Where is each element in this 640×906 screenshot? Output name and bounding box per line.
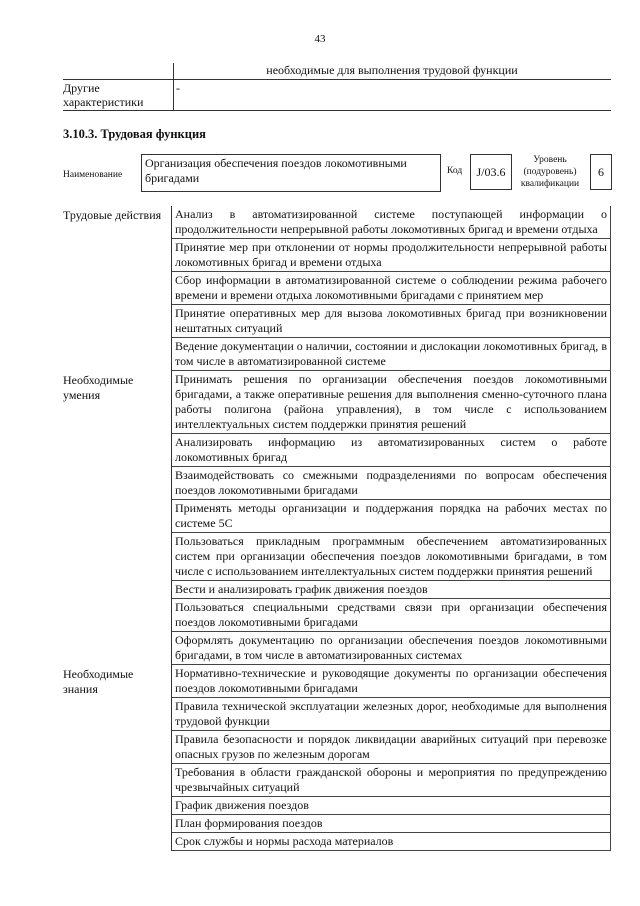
- list-item: Анализировать информацию из автоматизированных систем о работе локомотивных бригад: [172, 434, 611, 467]
- required-skills-label: Необходимые умения: [63, 371, 172, 665]
- list-item: Нормативно-технические и руководящие документы по организации обеспечения поездов локомотивными бригадами: [172, 665, 611, 698]
- list-item: Оформлять документацию по организации обеспечения поездов локомотивными бригадами, в том числе в автоматизированных системах: [172, 632, 611, 665]
- list-item: План формирования поездов: [172, 815, 611, 833]
- list-item: Требования в области гражданской обороны и мероприятия по предупреждению чрезвычайных ситуаций: [172, 764, 611, 797]
- other-characteristics-value: -: [176, 81, 180, 95]
- list-item: Взаимодействовать со смежными подразделениями по вопросам обеспечения поездов локомотивными бригадами: [172, 467, 611, 500]
- continuation-row: [63, 63, 611, 80]
- labor-actions-label: Трудовые действия: [63, 206, 172, 371]
- list-item: График движения поездов: [172, 797, 611, 815]
- list-item: Принимать решения по организации обеспечения поездов локомотивными бригадами, а также оперативные решения для выполнения сменно-суточного плана работы полигона (района управления), в том числе с использованием интеллектуальных систем поддержки принятия решений: [172, 371, 611, 434]
- list-item: Анализ в автоматизированной системе поступающей информации о продолжительности непрерывной работы локомотивных бригад и времени отдыха: [172, 206, 611, 239]
- name-label: Наименование: [63, 170, 123, 180]
- required-knowledge-section: [63, 665, 611, 851]
- list-item: Правила технической эксплуатации железных дорог, необходимые для выполнения трудовой функции: [172, 698, 611, 731]
- other-characteristics-label: Другие характеристики: [63, 80, 174, 111]
- list-item: Сбор информации в автоматизированной системе о соблюдении режима рабочего времени и времени отдыха локомотивными бригадами с принятием мер: [172, 272, 611, 305]
- required-knowledge-label: Необходимые знания: [63, 665, 172, 851]
- list-item: Вести и анализировать график движения поездов: [172, 581, 611, 599]
- list-item: Ведение документации о наличии, состоянии и дислокации локомотивных бригад, в том числе в автоматизированной системе: [172, 338, 611, 371]
- code-label: Код: [447, 166, 463, 176]
- level-label: Уровень (подуровень) квалификации: [520, 155, 580, 189]
- page-number: 43: [314, 33, 326, 45]
- other-characteristics-row: [63, 80, 611, 111]
- continuation-table: [63, 63, 611, 111]
- list-item: Применять методы организации и поддержания порядка на рабочих местах по системе 5С: [172, 500, 611, 533]
- list-item: Пользоваться специальными средствами связи при организации обеспечения поездов локомотивными бригадами: [172, 599, 611, 632]
- function-name-value: Организация обеспечения поездов локомотивными бригадами: [141, 154, 441, 192]
- list-item: Пользоваться прикладным программным обеспечением автоматизированных систем при организации обеспечения поездов локомотивными бригадами, в том числе с использованием интеллектуальных систем поддержки принятия решений: [172, 533, 611, 581]
- section-heading: 3.10.3. Трудовая функция: [63, 127, 206, 141]
- level-value: 6: [590, 154, 612, 190]
- list-item: Принятие мер при отклонении от нормы продолжительности непрерывной работы локомотивных бригад и времени отдыха: [172, 239, 611, 272]
- list-item: Срок службы и нормы расхода материалов: [172, 833, 611, 851]
- list-item: Принятие оперативных мер для вызова локомотивных бригад при возникновении нештатных ситуаций: [172, 305, 611, 338]
- required-skills-section: [63, 371, 611, 665]
- code-value: J/03.6: [470, 154, 512, 190]
- continuation-text: необходимые для выполнения трудовой функции: [266, 63, 518, 77]
- labor-actions-section: [63, 206, 611, 371]
- function-table: [63, 206, 611, 851]
- list-item: Правила безопасности и порядок ликвидации аварийных ситуаций при перевозке опасных грузов по железным дорогам: [172, 731, 611, 764]
